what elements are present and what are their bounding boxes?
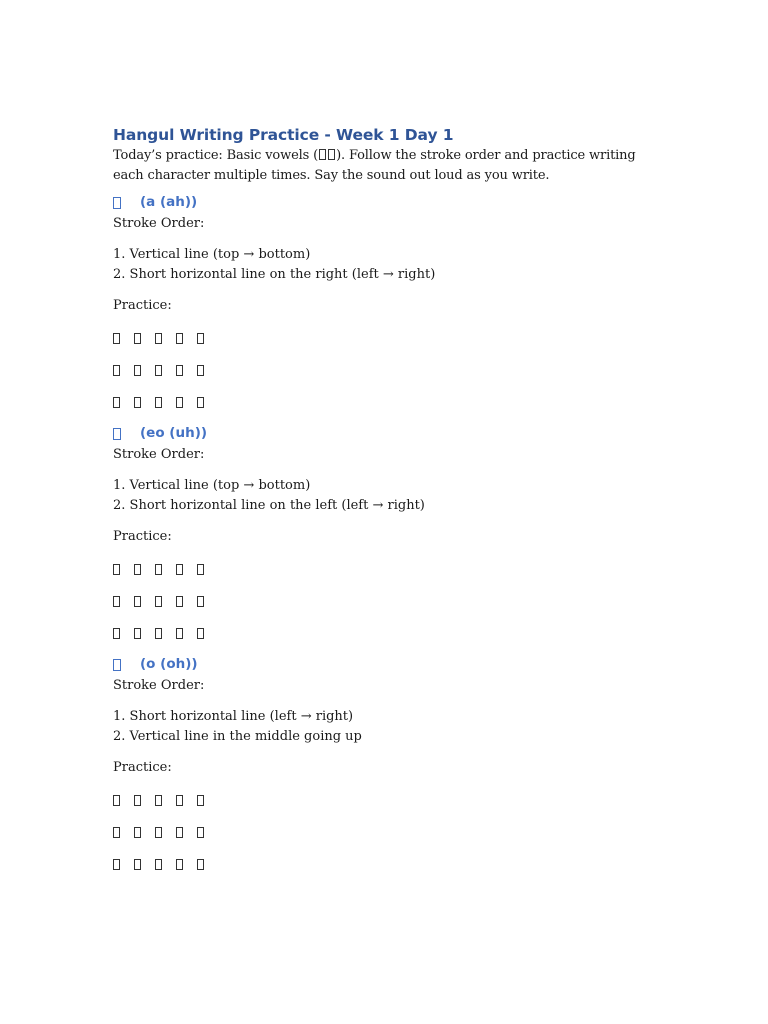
- missing-glyph-box-icon: [134, 365, 141, 376]
- missing-glyph-box-icon: [197, 795, 204, 806]
- intro-paragraph: [113, 146, 653, 186]
- vowel-section: [113, 192, 653, 412]
- intro-text-end: ). Follow the stroke order and practice writing each character multiple times. Say the sound out loud as you write.: [113, 148, 636, 183]
- stroke-order-label: Stroke Order:: [113, 216, 205, 231]
- intro-text-start: Today’s practice: Basic vowels (: [113, 148, 319, 163]
- missing-glyph-box-icon: [113, 795, 120, 806]
- practice-row: [113, 789, 653, 810]
- missing-glyph-box-icon: [155, 333, 162, 344]
- missing-glyph-box-icon: [155, 827, 162, 838]
- stroke-step: 2. Short horizontal line on the left (left → right): [113, 498, 425, 513]
- missing-glyph-box-icon: [197, 859, 204, 870]
- practice-row: [113, 327, 653, 348]
- missing-glyph-box-icon: [155, 795, 162, 806]
- practice-row: [113, 590, 653, 611]
- missing-glyph-box-icon: [155, 628, 162, 639]
- practice-label: Practice:: [113, 760, 172, 775]
- section-heading: [113, 654, 653, 674]
- stroke-order-label: Stroke Order:: [113, 447, 205, 462]
- missing-glyph-box-icon: [197, 365, 204, 376]
- missing-glyph-box-icon: [113, 365, 120, 376]
- missing-glyph-box-icon: [155, 596, 162, 607]
- practice-row: [113, 622, 653, 643]
- missing-glyph-box-icon: [134, 564, 141, 575]
- missing-glyph-box-icon: [134, 596, 141, 607]
- missing-glyph-box-icon: [113, 333, 120, 344]
- missing-glyph-box-icon: [113, 564, 120, 575]
- missing-glyph-box-icon: [176, 564, 183, 575]
- practice-label: Practice:: [113, 529, 172, 544]
- section-heading: [113, 423, 653, 443]
- stroke-order-label: Stroke Order:: [113, 678, 205, 693]
- missing-glyph-box-icon: [197, 596, 204, 607]
- missing-glyph-box-icon: [328, 149, 335, 160]
- missing-glyph-box-icon: [155, 859, 162, 870]
- document-page: [113, 124, 653, 885]
- stroke-step: 2. Short horizontal line on the right (left → right): [113, 267, 436, 282]
- missing-glyph-box-icon: [197, 333, 204, 344]
- missing-glyph-box-icon: [176, 333, 183, 344]
- vowel-section: [113, 423, 653, 643]
- missing-glyph-box-icon: [176, 827, 183, 838]
- missing-glyph-box-icon: [113, 397, 120, 408]
- missing-glyph-box-icon: [134, 628, 141, 639]
- missing-glyph-box-icon: [155, 397, 162, 408]
- missing-glyph-box-icon: [113, 859, 120, 870]
- practice-row: [113, 821, 653, 842]
- practice-row: [113, 359, 653, 380]
- missing-glyph-box-icon: [176, 859, 183, 870]
- missing-glyph-box-icon: [155, 564, 162, 575]
- missing-glyph-box-icon: [113, 428, 121, 440]
- stroke-steps: [113, 476, 653, 516]
- missing-glyph-box-icon: [197, 397, 204, 408]
- missing-glyph-box-icon: [197, 564, 204, 575]
- missing-glyph-box-icon: [319, 149, 326, 160]
- missing-glyph-box-icon: [113, 659, 121, 671]
- stroke-step: 1. Short horizontal line (left → right): [113, 709, 354, 724]
- stroke-step: 1. Vertical line (top → bottom): [113, 247, 311, 262]
- missing-glyph-box-icon: [134, 827, 141, 838]
- section-heading-text: (eo (uh)): [140, 425, 208, 441]
- stroke-steps: [113, 245, 653, 285]
- section-heading-text: (o (oh)): [140, 656, 198, 672]
- missing-glyph-box-icon: [134, 795, 141, 806]
- missing-glyph-box-icon: [155, 365, 162, 376]
- missing-glyph-box-icon: [113, 197, 121, 209]
- missing-glyph-box-icon: [113, 628, 120, 639]
- practice-label: Practice:: [113, 298, 172, 313]
- stroke-step: 2. Vertical line in the middle going up: [113, 729, 362, 744]
- section-heading-text: (a (ah)): [140, 194, 198, 210]
- stroke-steps: [113, 707, 653, 747]
- practice-row: [113, 558, 653, 579]
- missing-glyph-box-icon: [197, 628, 204, 639]
- missing-glyph-box-icon: [113, 827, 120, 838]
- missing-glyph-box-icon: [176, 628, 183, 639]
- missing-glyph-box-icon: [176, 596, 183, 607]
- section-heading: [113, 192, 653, 212]
- page-title: Hangul Writing Practice - Week 1 Day 1: [113, 126, 454, 144]
- practice-row: [113, 853, 653, 874]
- stroke-step: 1. Vertical line (top → bottom): [113, 478, 311, 493]
- missing-glyph-box-icon: [113, 596, 120, 607]
- missing-glyph-box-icon: [134, 397, 141, 408]
- missing-glyph-box-icon: [134, 859, 141, 870]
- missing-glyph-box-icon: [197, 827, 204, 838]
- practice-row: [113, 391, 653, 412]
- missing-glyph-box-icon: [176, 397, 183, 408]
- vowel-section: [113, 654, 653, 874]
- missing-glyph-box-icon: [176, 365, 183, 376]
- missing-glyph-box-icon: [134, 333, 141, 344]
- missing-glyph-box-icon: [176, 795, 183, 806]
